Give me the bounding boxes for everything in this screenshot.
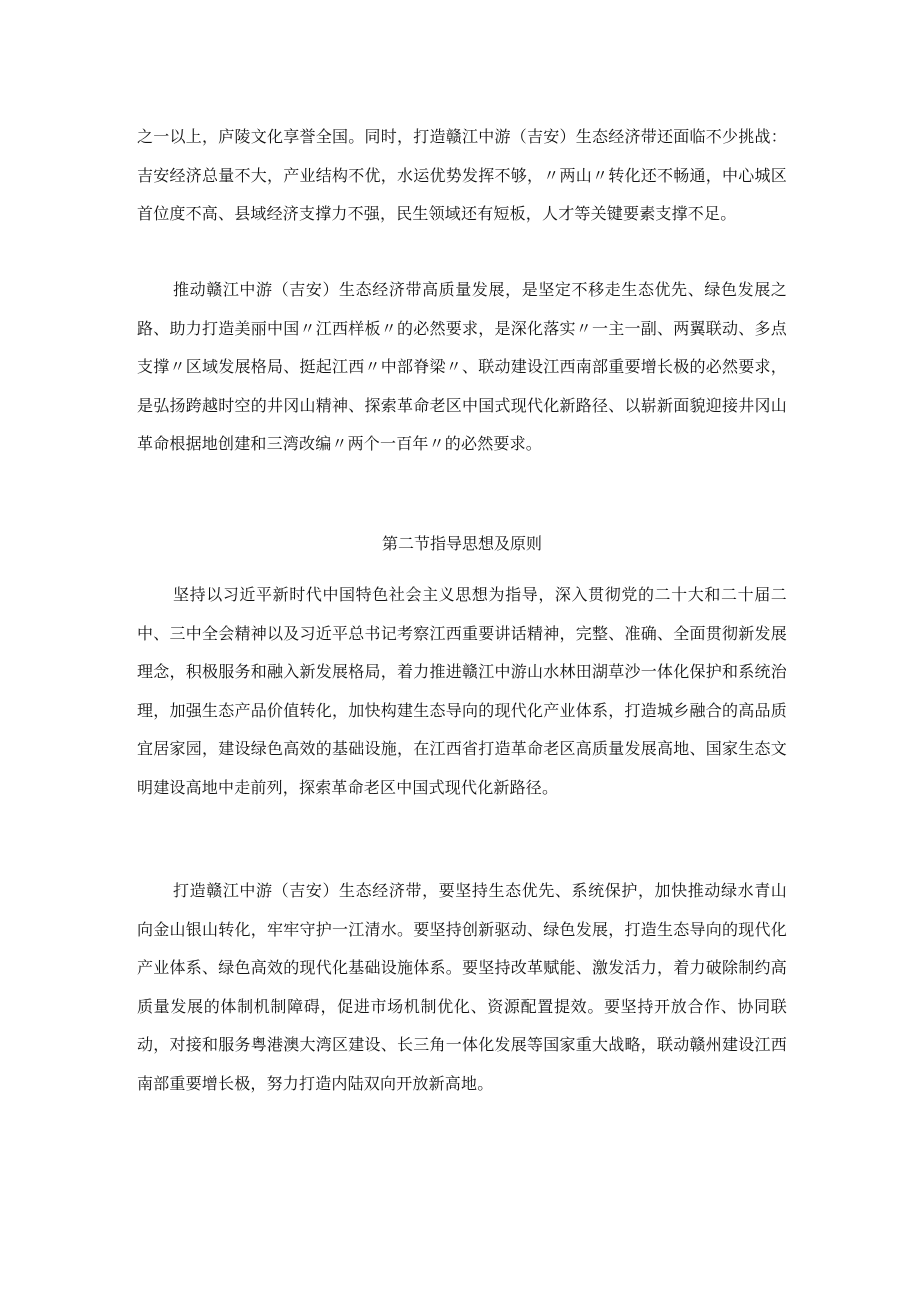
paragraph-principles: 打造赣江中游（吉安）生态经济带，要坚持生态优先、系统保护，加快推动绿水青山向金山银山转化，牢牢守护一江清水。要坚持创新驱动、绿色发展，打造生态导向的现代化产业体系、绿色高效的现代化基础设施体系。要坚持改革赋能、激发活力，着力破除制约高质量发展的体制机制障碍，促进市场机制优化、资源配置提效。要坚持开放合作、协同联动，对接和服务粤港澳大湾区建设、长三角一体化发展等国家重大战略，联动赣州建设江西南部重要增长极，努力打造内陆双向开放新高地。 — [137, 881, 787, 1093]
paragraph-continuation: 之一以上，庐陵文化享誉全国。同时，打造赣江中游（吉安）生态经济带还面临不少挑战：吉安经济总量不大，产业结构不优，水运优势发挥不够，〃两山〃转化还不畅通，中心城区首位度不高、县域经济支撑力不强，民生领域还有短板，人才等关键要素支撑不足。 — [137, 127, 787, 224]
paragraph-guiding-thought: 坚持以习近平新时代中国特色社会主义思想为指导，深入贯彻党的二十大和二十届二中、三中全会精神以及习近平总书记考察江西重要讲话精神，完整、准确、全面贯彻新发展理念，积极服务和融入新发展格局，着力推进赣江中游山水林田湖草沙一体化保护和系统治理，加强生态产品价值转化，加快构建生态导向的现代化产业体系，打造城乡融合的高品质宜居家园，建设绿色高效的基础设施，在江西省打造革命老区高质量发展高地、国家生态文明建设高地中走前列，探索革命老区中国式现代化新路径。 — [137, 585, 787, 797]
section-heading: 第二节指导思想及原则 — [381, 534, 542, 553]
paragraph-requirements: 推动赣江中游（吉安）生态经济带高质量发展，是坚定不移走生态优先、绿色发展之路、助力打造美丽中国〃江西样板〃的必然要求，是深化落实〃一主一副、两翼联动、多点支撑〃区域发展格局、挺起江西〃中部脊梁〃、联动建设江西南部重要增长极的必然要求，是弘扬跨越时空的井冈山精神、探索革命老区中国式现代化新路径、以崭新面貌迎接井冈山革命根据地创建和三湾改编〃两个一百年〃的必然要求。 — [137, 280, 787, 454]
